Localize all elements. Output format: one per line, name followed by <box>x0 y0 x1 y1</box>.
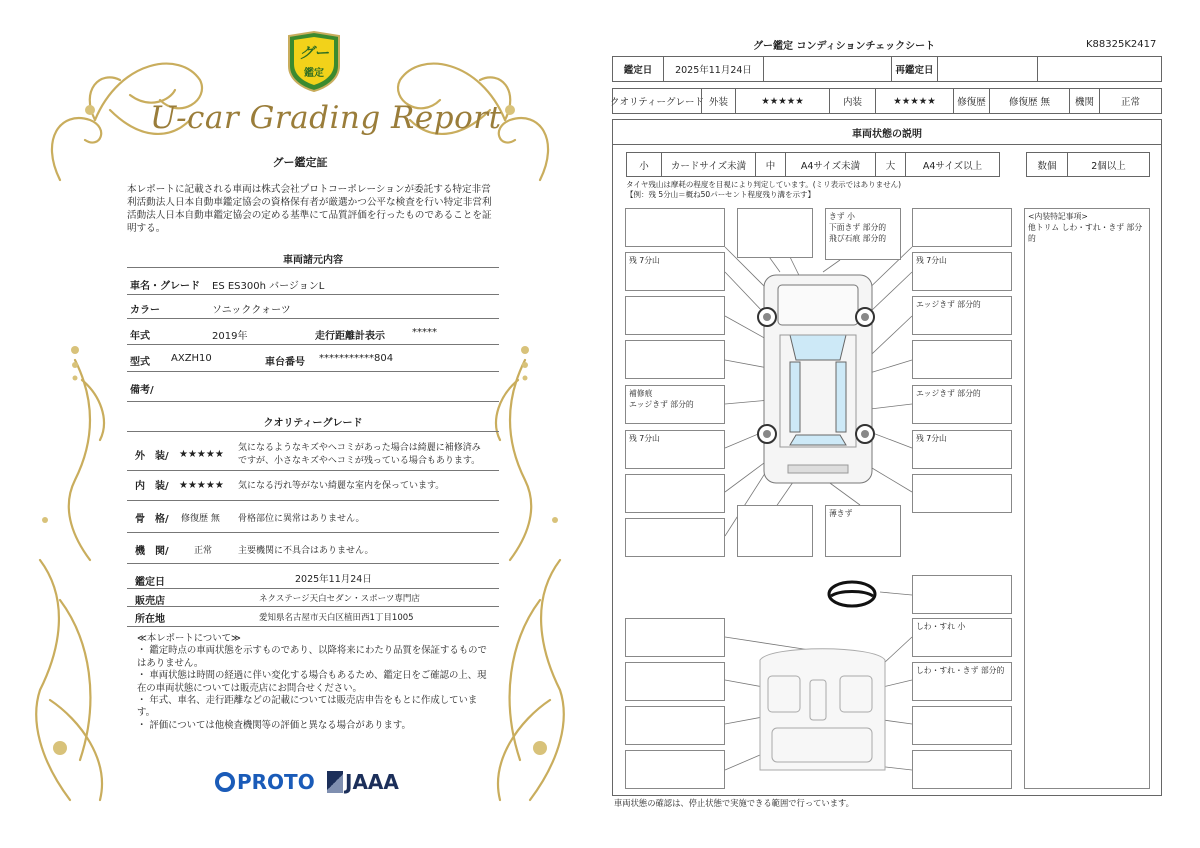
rq-repair-value: 修復歴 無 <box>989 89 1069 113</box>
appraisal-address-value: 愛知県名古屋市天白区植田西1丁目1005 <box>259 613 414 623</box>
proto-logo <box>215 770 315 794</box>
quality-row-engine <box>127 533 499 564</box>
seat-wear-box-1 <box>912 618 1012 657</box>
report-notes <box>137 633 489 732</box>
damage-box <box>912 575 1012 614</box>
notes-item: ・ 鑑定時点の車両状態を示すものであり、以降将来にわたり品質を保証するものではありません。 <box>137 645 487 669</box>
damage-text: しわ・すれ 小 <box>916 622 966 631</box>
certificate-title: グー鑑定証 <box>272 156 328 169</box>
edge-scratch-box-2 <box>912 385 1012 424</box>
quality-frame-value: 修復歴 無 <box>181 514 220 524</box>
spec-year-value: 2019年 <box>212 331 248 342</box>
damage-text: 補修痕 <box>629 389 653 398</box>
size-medium-desc: A4サイズ未満 <box>785 153 875 176</box>
size-count-desc: 2個以上 <box>1067 153 1149 176</box>
badge-top-text: グー <box>298 44 329 62</box>
rq-repair-label: 修復歴 <box>953 89 989 113</box>
spec-row-year <box>127 319 499 345</box>
jaaa-logo-text: JAAA <box>345 770 399 794</box>
notes-item: ・ 年式、車名、走行距離などの記載については販売店申告をもとに作成しています。 <box>137 695 478 719</box>
sheet-code: K88325K2417 <box>1086 39 1157 50</box>
proto-mark-icon <box>215 772 235 792</box>
damage-box <box>737 505 813 557</box>
rq-engine-label: 機関 <box>1069 89 1099 113</box>
spec-heading: 車両諸元内容 <box>283 255 343 266</box>
appraisal-date-value: 2025年11月24日 <box>295 574 372 585</box>
quality-exterior-label: 外 装/ <box>135 451 169 462</box>
tire-text: 残 7分山 <box>629 434 660 443</box>
appraisal-address-label: 所在地 <box>135 614 165 625</box>
quality-exterior-desc2: ですが、小さなキズやヘコミが残っている場合もあります。 <box>238 456 481 466</box>
reappraisal-label: 再鑑定日 <box>891 57 937 81</box>
damage-text: 下面きず 部分的 <box>829 223 887 232</box>
edge-scratch-box-1 <box>912 296 1012 335</box>
badge-bottom-text: 鑑定 <box>304 68 324 79</box>
quality-exterior-stars: ★★★★★ <box>179 449 224 460</box>
appraisal-dealer-row <box>127 589 499 607</box>
appraisal-dealer-value: ネクステージ天白セダン・スポーツ専門店 <box>259 594 420 604</box>
tire-text: 残 7分山 <box>629 256 660 265</box>
sheet-footer: 車両状態の確認は、停止状態で実施できる範囲で行っています。 <box>614 798 854 808</box>
rq-interior-label: 内装 <box>829 89 875 113</box>
rq-exterior-stars: ★★★★★ <box>735 89 829 113</box>
damage-box <box>912 340 1012 379</box>
quality-frame-label: 骨 格/ <box>135 514 169 525</box>
repair-box <box>625 385 725 424</box>
spec-mileage-label: 走行距離計表示 <box>315 331 385 342</box>
condition-check-sheet <box>600 0 1200 848</box>
size-large: 大 <box>875 153 905 176</box>
rq-exterior-label: 外装 <box>701 89 735 113</box>
damage-text: エッジきず 部分的 <box>916 389 981 398</box>
quality-engine-value: 正常 <box>194 546 213 556</box>
quality-interior-desc: 気になる汚れ等がない綺麗な室内を保っています。 <box>238 481 445 491</box>
damage-box <box>625 618 725 657</box>
damage-box <box>912 750 1012 789</box>
spec-row-remarks <box>127 372 499 402</box>
damage-box <box>625 518 725 557</box>
spec-mileage-value: ***** <box>412 327 437 338</box>
interior-notes-box <box>1024 208 1150 789</box>
state-heading: 車両状態の説明 <box>613 120 1161 145</box>
seat-wear-box-2 <box>912 662 1012 701</box>
damage-box <box>625 208 725 247</box>
damage-text: エッジきず 部分的 <box>629 400 694 409</box>
quality-frame-desc: 骨格部位に異常はありません。 <box>238 514 365 524</box>
notes-item: ・ 評価については他検査機関等の評価と異なる場合があります。 <box>137 719 411 731</box>
damage-box <box>912 208 1012 247</box>
ra-date-value: 2025年11月24日 <box>663 57 763 81</box>
rq-label: クオリティーグレード <box>609 97 705 108</box>
notes-heading: ≪本レポートについて≫ <box>137 633 241 644</box>
quality-exterior-desc1: 気になるようなキズやヘコミがあった場合は綺麗に補修済み <box>238 443 481 453</box>
tire-front-right-box <box>912 252 1012 291</box>
size-large-desc: A4サイズ以上 <box>905 153 999 176</box>
notes-item: ・ 車両状態は時間の経過に伴い変化する場合もあるため、鑑定日をご確認の上、現在の車両状態については販売店にお問合せください。 <box>137 670 487 694</box>
rq-engine-value: 正常 <box>1099 89 1161 113</box>
size-small-desc: カードサイズ未満 <box>661 153 755 176</box>
tire-note-1: タイヤ残山は摩耗の程度を目視により判定しています。(ミリ表示ではありません) <box>626 180 902 189</box>
damage-text: きず 小 <box>829 212 855 221</box>
damage-text: エッジきず 部分的 <box>916 300 981 309</box>
damage-box-front <box>825 208 901 260</box>
damage-box <box>737 208 813 258</box>
damage-box <box>912 474 1012 513</box>
quality-heading: クオリティーグレード <box>263 418 363 429</box>
damage-box <box>625 340 725 379</box>
spec-chassis-value: ***********804 <box>319 353 394 364</box>
jaaa-mark-icon <box>327 771 343 793</box>
size-medium: 中 <box>755 153 785 176</box>
interior-notes-heading: <内装特記事項> <box>1028 212 1088 221</box>
size-small: 小 <box>639 160 649 172</box>
spec-year-label: 年式 <box>130 331 150 342</box>
jaaa-logo <box>327 770 399 794</box>
tire-text: 残 7分山 <box>916 434 947 443</box>
rq-interior-stars: ★★★★★ <box>875 89 953 113</box>
appraisal-address-row <box>127 607 499 627</box>
interior-notes-text: 他トリム しわ・すれ・きず 部分的 <box>1028 223 1143 243</box>
rear-damage-box <box>825 505 901 557</box>
quality-row-exterior <box>127 435 499 471</box>
damage-box <box>912 706 1012 745</box>
ra-date-label: 鑑定日 <box>623 65 653 76</box>
damage-box <box>625 662 725 701</box>
tire-rear-right-box <box>912 430 1012 469</box>
size-count: 数個 <box>1037 160 1057 172</box>
spec-row-name <box>127 271 499 295</box>
quality-interior-label: 内 装/ <box>135 481 169 492</box>
spec-model-label: 型式 <box>130 357 150 368</box>
damage-text: 飛び石痕 部分的 <box>829 234 887 243</box>
damage-box <box>625 296 725 335</box>
spec-row-model <box>127 345 499 372</box>
report-script-title: U-car Grading Report <box>150 100 502 136</box>
spec-name-value: ES ES300h バージョンL <box>212 281 325 292</box>
quality-engine-desc: 主要機関に不具合はありません。 <box>238 546 374 556</box>
damage-box <box>625 750 725 789</box>
spec-remarks-label: 備考/ <box>130 385 154 396</box>
quality-interior-stars: ★★★★★ <box>179 480 224 491</box>
certificate-text: 本レポートに記載される車両は株式会社プロトコーポレーションが委託する特定非営利活動法人日本自動車鑑定協会の資格保有者が厳選かつ公平な検査を行い特定非営利活動法人日本自動車鑑定協会の定める基準にて品質評価を行ったものであることを証明する。 <box>127 184 492 234</box>
spec-model-value: AXZH10 <box>171 353 212 364</box>
tire-front-left-box <box>625 252 725 291</box>
spec-row-color <box>127 295 499 319</box>
proto-logo-text: PROTO <box>237 770 315 794</box>
quality-row-frame <box>127 501 499 533</box>
damage-box <box>625 706 725 745</box>
tire-text: 残 7分山 <box>916 256 947 265</box>
spec-chassis-label: 車台番号 <box>265 357 305 368</box>
quality-row-interior <box>127 471 499 501</box>
tire-rear-left-box <box>625 430 725 469</box>
appraisal-date-row <box>127 569 499 589</box>
damage-text: 薄きず <box>829 509 853 518</box>
tire-note-2: 【例：残 5分山＝概ね50パーセント程度残り溝を示す】 <box>626 190 816 199</box>
damage-box <box>625 474 725 513</box>
sheet-title: グー鑑定 コンディションチェックシート <box>753 41 936 52</box>
appraisal-date-label: 鑑定日 <box>135 577 165 588</box>
quality-engine-label: 機 関/ <box>135 546 169 557</box>
spec-color-label: カラー <box>130 305 160 316</box>
spec-color-value: ソニッククォーツ <box>212 305 291 316</box>
spec-name-label: 車名・グレード <box>130 281 200 292</box>
appraisal-dealer-label: 販売店 <box>135 596 165 607</box>
damage-text: しわ・すれ・きず 部分的 <box>916 666 1005 675</box>
goo-appraisal-badge <box>285 30 343 92</box>
